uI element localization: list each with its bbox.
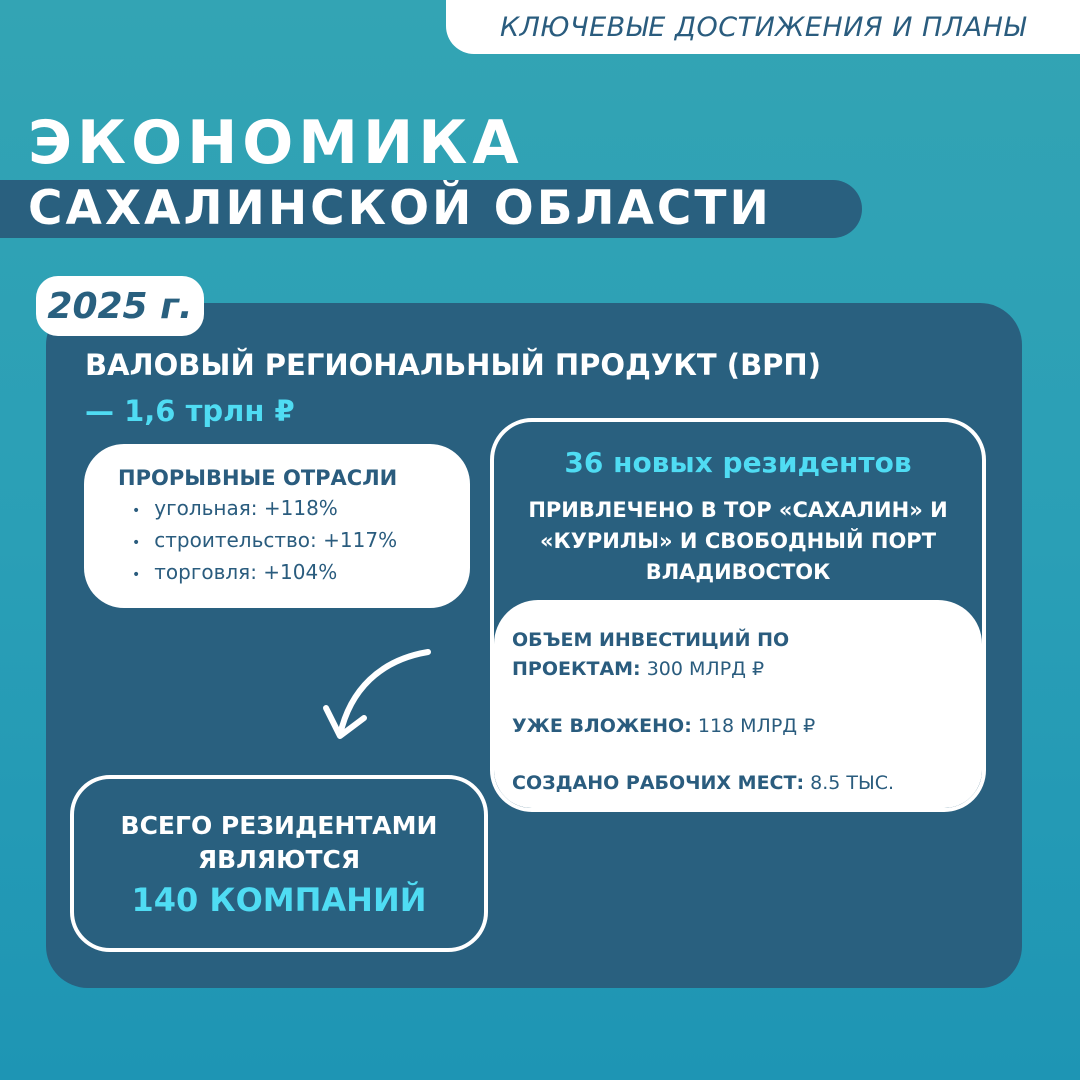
total-value: 140 КОМПАНИЙ (131, 881, 427, 919)
breakthrough-card (84, 444, 470, 608)
title-line2: САХАЛИНСКОЙ ОБЛАСТИ (28, 181, 772, 236)
year-badge: 2025 г. (36, 276, 204, 336)
stat-label: УЖЕ ВЛОЖЕНО: (512, 715, 692, 737)
grp-value: — 1,6 трлн ₽ (85, 394, 295, 428)
total-residents-card (70, 775, 488, 952)
total-text: ВСЕГО РЕЗИДЕНТАМИ ЯВЛЯЮТСЯ (120, 811, 438, 874)
curved-arrow-icon (320, 640, 440, 750)
stat-label: СОЗДАНО РАБОЧИХ МЕСТ: (512, 772, 805, 794)
list-item: • строительство: +117% (118, 526, 470, 558)
stat-value: 8.5 ТЫС. (810, 772, 895, 794)
residents-card (490, 418, 986, 812)
title-line1: ЭКОНОМИКА (28, 108, 524, 178)
investment-stats (494, 600, 982, 808)
stat-value: 300 МЛРД ₽ (646, 658, 765, 680)
residents-subtitle: ПРИВЛЕЧЕНО В ТОР «САХАЛИН» И «КУРИЛЫ» И СВОБОДНЫЙ ПОРТ ВЛАДИВОСТОК (528, 498, 948, 584)
grp-title: ВАЛОВЫЙ РЕГИОНАЛЬНЫЙ ПРОДУКТ (ВРП) (85, 348, 821, 382)
list-item: • угольная: +118% (118, 494, 470, 526)
breakthrough-title: ПРОРЫВНЫЕ ОТРАСЛИ (118, 466, 398, 490)
list-item: • торговля: +104% (118, 558, 470, 590)
residents-headline: 36 новых резидентов (564, 446, 912, 479)
section-tab: КЛЮЧЕВЫЕ ДОСТИЖЕНИЯ И ПЛАНЫ (446, 0, 1080, 54)
stat-value: 118 МЛРД ₽ (697, 715, 816, 737)
stat-label: ОБЪЕМ ИНВЕСТИЦИЙ ПО ПРОЕКТАМ: (512, 629, 790, 680)
